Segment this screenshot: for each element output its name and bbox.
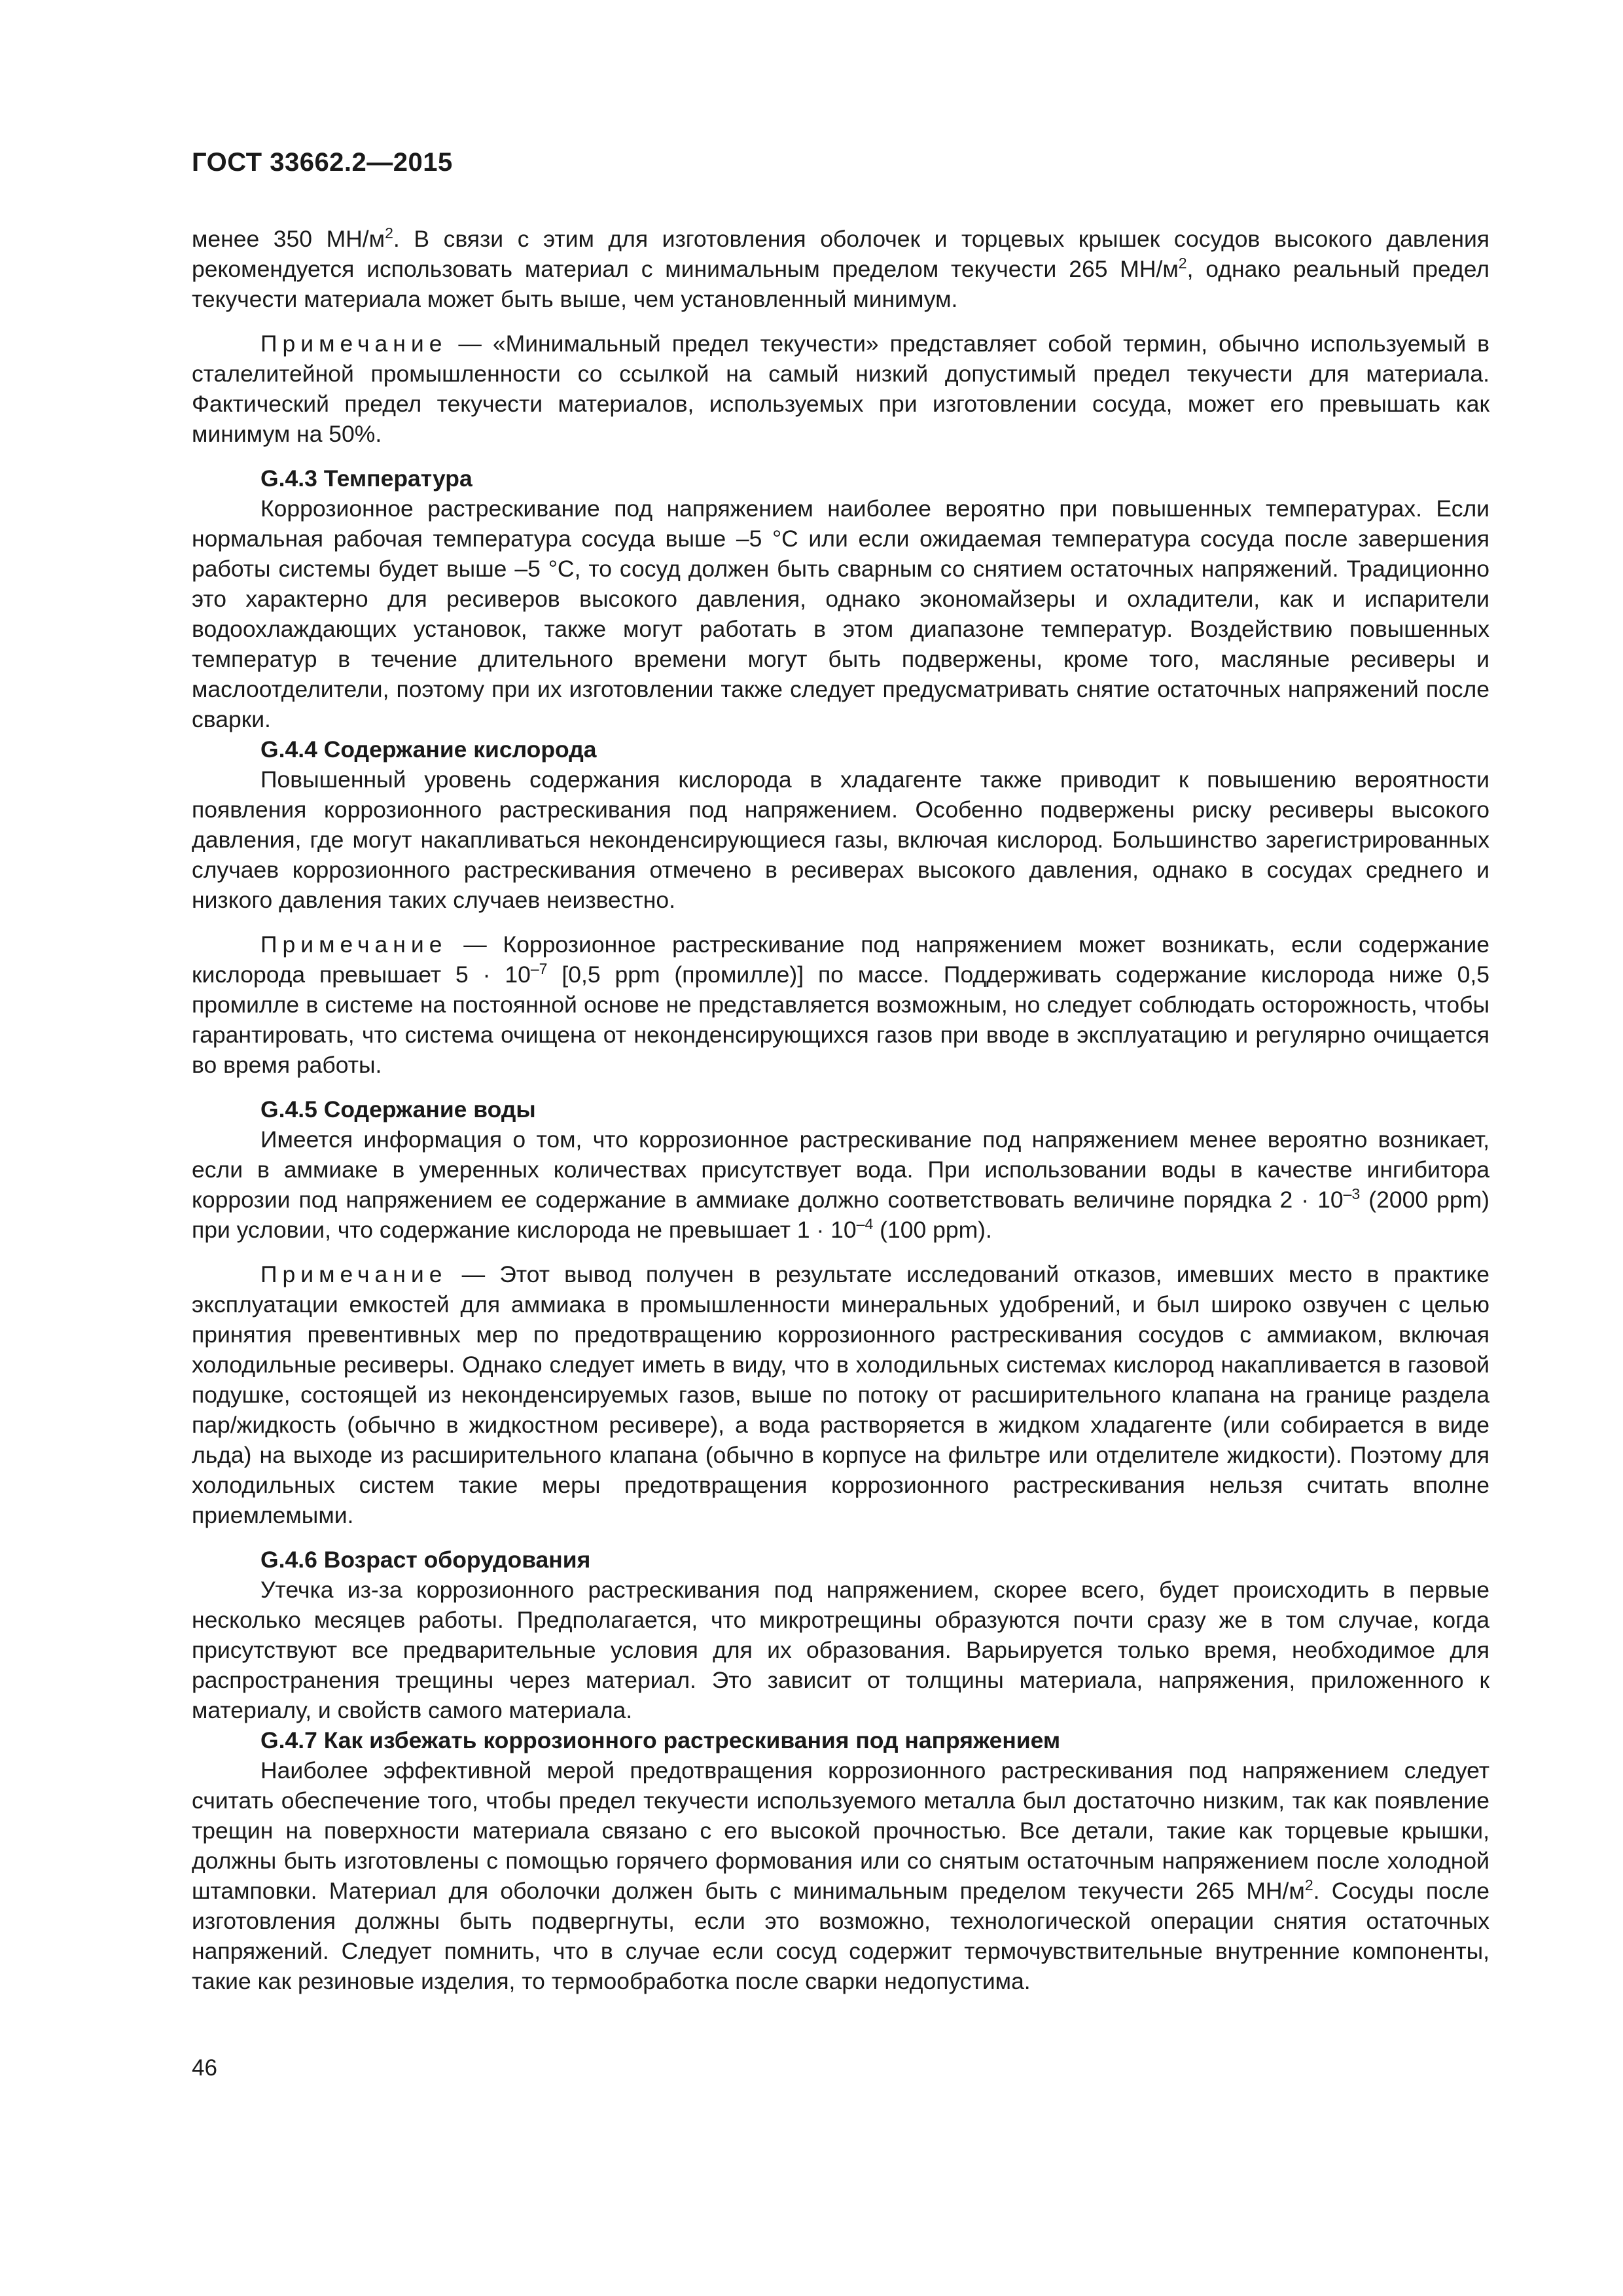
text-run: , однако реальный предел текучести материала может быть выше, чем установленный минимум.: [192, 256, 1489, 312]
superscript: –4: [856, 1215, 874, 1233]
section-heading-g46: G.4.6 Возраст оборудования: [260, 1547, 591, 1573]
text-run: менее 350 МН/м: [192, 226, 385, 252]
paragraph-yield-strength: [192, 224, 1489, 314]
note-label: Примечание: [260, 331, 448, 357]
page-number: 46: [192, 2055, 217, 2081]
paragraph-prevention: [192, 1755, 1489, 1996]
text-run: . Сосуды после изготовления должны быть подвергнуты, если это возможно, технологической операции снятия остаточных напряжений. Следует помнить, что в случае если сосуд содержит термочувствительные внутренние компоненты, такие как резиновые изделия, то термообработка после сварки недопустима.: [192, 1878, 1489, 1994]
note-label: Примечание: [260, 1261, 448, 1287]
note-text: [0,5 ppm (промилле)] по массе. Поддерживать содержание кислорода ниже 0,5 промилле в системе на постоянной основе не представляется возможным, но следует соблюдать осторожность, чтобы гарантировать, что система очищена от неконденсирующихся газов при вводе в эксплуатацию и регулярно очищается во время работы.: [192, 961, 1489, 1078]
note-water: [192, 1259, 1489, 1530]
paragraph-water: [192, 1124, 1489, 1245]
text-run: (100 ppm).: [873, 1217, 992, 1243]
text-run: . В связи с этим для изготовления оболочек и торцевых крышек сосудов высокого давления рекомендуется использовать материал с минимальным пределом текучести 265 МН/м: [192, 226, 1489, 282]
note-yield-strength: [192, 329, 1489, 449]
note-oxygen: [192, 929, 1489, 1080]
superscript: –3: [1343, 1185, 1361, 1203]
text-run: Наиболее эффективной мерой предотвращения коррозионного растрескивания под напряжением следует считать обеспечение того, чтобы предел текучести используемого металла был достаточно низким, так как появление трещин на поверхности материала связано с его высокой прочностью. Все детали, такие как торцевые крышки, должны быть изготовлены с помощью горячего формования или со снятым остаточным напряжением после холодной штамповки. Материал для оболочки должен быть с минимальным пределом текучести 265 МН/м: [192, 1757, 1489, 1904]
paragraph-equipment-age: Утечка из-за коррозионного растрескивания под напряжением, скорее всего, будет происходить в первые несколько месяцев работы. Предполагается, что микротрещины образуются почти сразу же в том случае, когда присутствуют все предварительные условия для их образования. Варьируется только время, необходимое для распространения трещины через материал. Это зависит от толщины материала, напряжения, приложенного к материалу, и свойств самого материала.: [192, 1577, 1489, 1723]
document-body: [192, 224, 1489, 1996]
text-run: Имеется информация о том, что коррозионное растрескивание под напряжением менее вероятно возникает, если в аммиаке в умеренных количествах присутствует вода. При использовании воды в качестве ингибитора коррозии под напряжением ее содержание в аммиаке должно соответствовать величине порядка 2 · 10: [192, 1126, 1489, 1213]
text-run: (2000 ppm) при условии, что содержание кислорода не превышает 1 · 10: [192, 1187, 1490, 1243]
note-text: — Этот вывод получен в результате исследований отказов, имевших место в практике эксплуатации емкостей для аммиака в промышленности минеральных удобрений, и был широко озвучен с целью принятия превентивных мер по предотвращению коррозионного растрескивания сосудов с аммиаком, включая холодильные ресиверы. Однако следует иметь в виду, что в холодильных системах кислород накапливается в газовой подушке, состоящей из неконденсируемых газов, выше по потоку от расширительного клапана на границе раздела пар/жидкость (обычно в жидкостном ресивере), а вода растворяется в жидком хладагенте (или собирается в виде льда) на выходе из расширительного клапана (обычно в корпусе на фильтре или отделителе жидкости). Поэтому для холодильных систем такие меры предотвращения коррозионного растрескивания нельзя считать вполне приемлемыми.: [192, 1261, 1489, 1528]
paragraph-oxygen: Повышенный уровень содержания кислорода в хладагенте также приводит к повышению вероятности появления коррозионного растрескивания под напряжением. Особенно подвержены риску ресиверы высокого давления, где могут накапливаться неконденсирующиеся газы, включая кислород. Большинство зарегистрированных случаев коррозионного растрескивания отмечено в ресиверах высокого давления, однако в сосудах среднего и низкого давления таких случаев неизвестно.: [192, 766, 1489, 913]
section-heading-g47: G.4.7 Как избежать коррозионного растрескивания под напряжением: [260, 1727, 1061, 1753]
superscript: 2: [1304, 1876, 1313, 1894]
section-heading-g44: G.4.4 Содержание кислорода: [260, 736, 597, 762]
paragraph-temperature: Коррозионное растрескивание под напряжением наиболее вероятно при повышенных температурах. Если нормальная рабочая температура сосуда выше –5 °С или если ожидаемая температура сосуда после завершения работы системы будет выше –5 °С, то сосуд должен быть сварным со снятием остаточных напряжений. Традиционно это характерно для ресиверов высокого давления, однако экономайзеры и охладители, как и испарители водоохлаждающих установок, также могут работать в этом диапазоне температур. Воздействию повышенных температур в течение длительного времени могут быть подвержены, кроме того, масляные ресиверы и маслоотделители, поэтому при их изготовлении также следует предусматривать снятие остаточных напряжений после сварки.: [192, 495, 1489, 732]
superscript: –7: [530, 960, 548, 978]
note-text: — Коррозионное растрескивание под напряжением может возникать, если содержание кислорода превышает 5 · 10: [192, 931, 1489, 988]
superscript: 2: [1178, 255, 1187, 272]
note-label: Примечание: [260, 931, 448, 958]
section-heading-g45: G.4.5 Содержание воды: [260, 1096, 536, 1122]
superscript: 2: [385, 224, 393, 242]
section-heading-g43: G.4.3 Температура: [260, 465, 473, 492]
note-text: — «Минимальный предел текучести» представляет собой термин, обычно используемый в сталелитейной промышленности со ссылкой на самый низкий допустимый предел текучести для материала. Фактический предел текучести материалов, используемых при изготовлении сосуда, может его превышать как минимум на 50%.: [192, 331, 1489, 447]
document-header: ГОСТ 33662.2—2015: [192, 148, 453, 177]
